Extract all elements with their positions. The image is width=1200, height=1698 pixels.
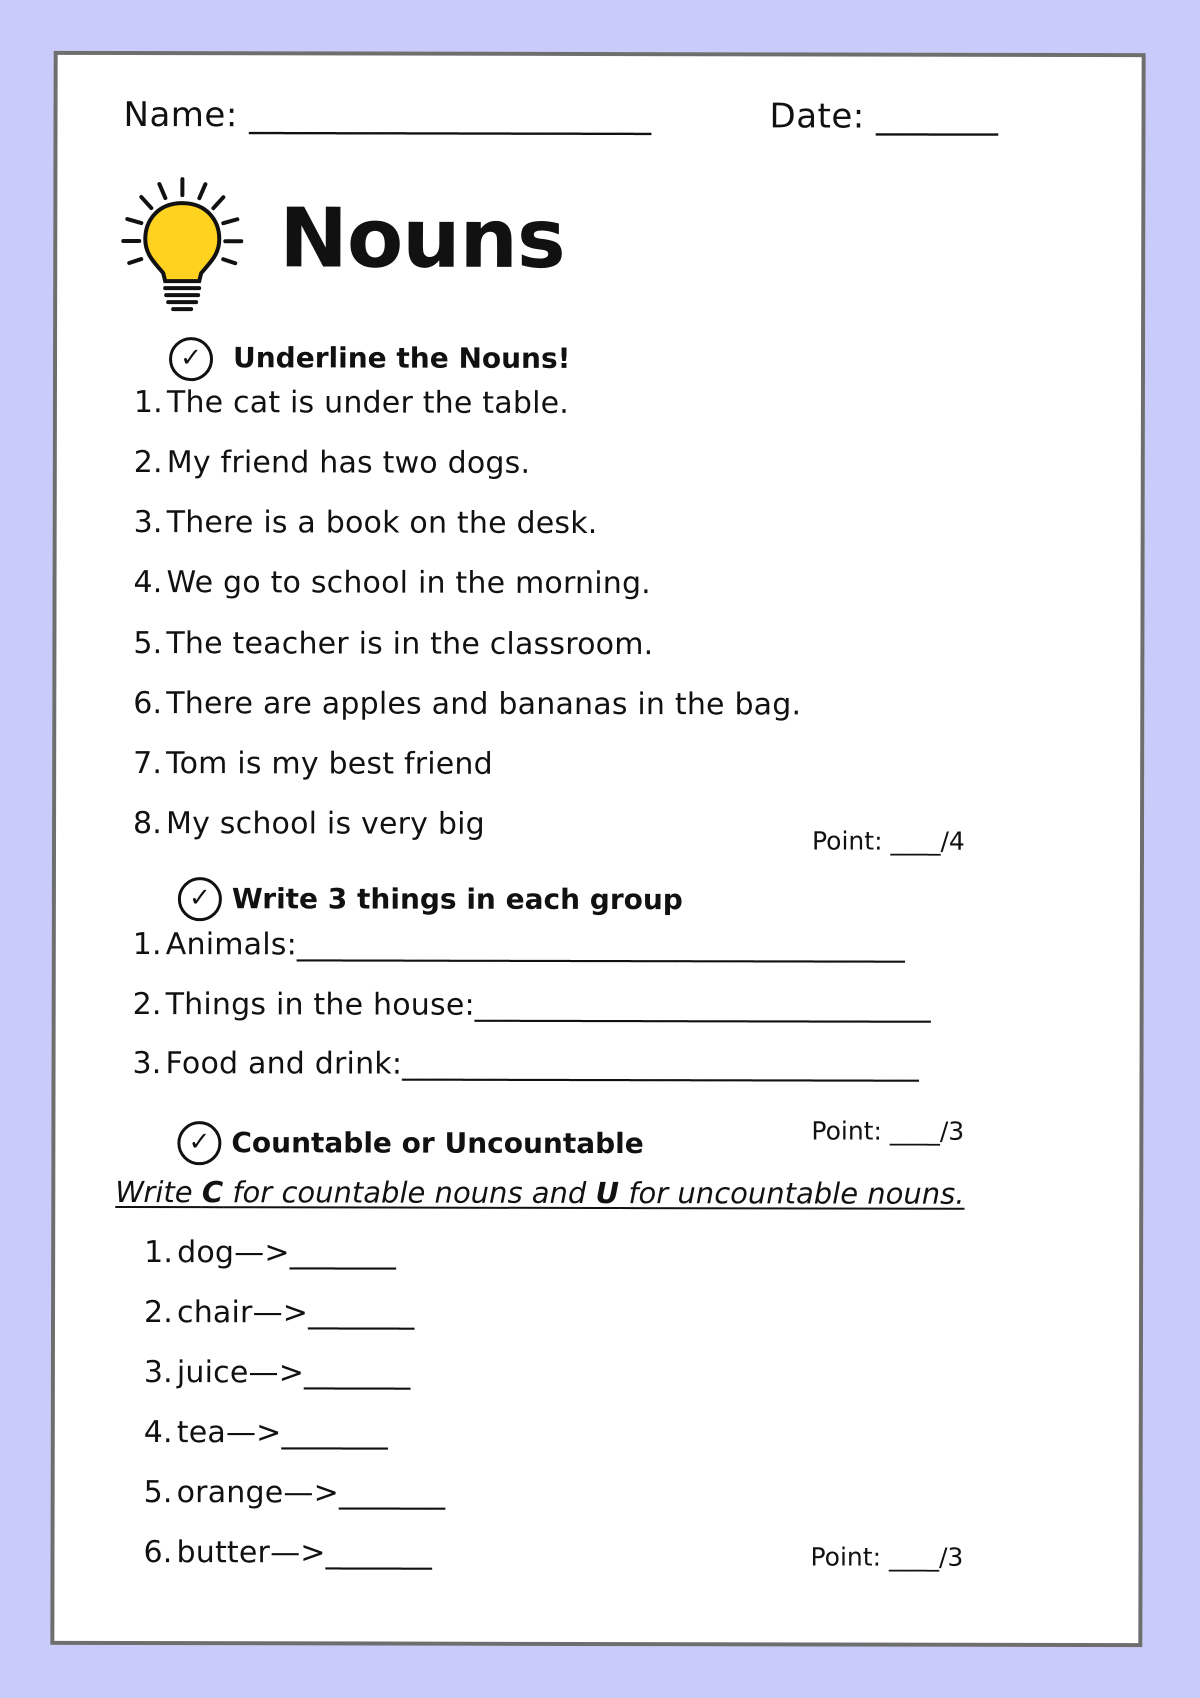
list-item: 6. There are apples and bananas in the bag.: [133, 686, 802, 723]
section1-points: Point: ____/4: [811, 826, 965, 856]
section1-heading: Underline the Nouns!: [232, 341, 571, 375]
lightbulb-icon: [117, 175, 247, 315]
list-item: 3. Food and drink:__________________________________: [132, 1046, 920, 1083]
list-item: 5. The teacher is in the classroom.: [133, 626, 654, 663]
list-item: 6. butter—>_______: [143, 1535, 433, 1571]
section3-points: Point: ____/3: [810, 1542, 964, 1572]
list-item: 5. orange—>_______: [143, 1475, 446, 1511]
date-field-label: Date: _______: [769, 96, 999, 137]
name-field-label: Name: _______________________: [123, 95, 652, 137]
page-title: Nouns: [279, 191, 565, 287]
section2-points: Point: ____/3: [811, 1116, 965, 1146]
list-item: 2. chair—>_______: [143, 1295, 415, 1331]
list-item: 7. Tom is my best friend: [133, 746, 493, 782]
list-item: 2. Things in the house:______________________________: [132, 987, 931, 1024]
list-item: 1. The cat is under the table.: [133, 385, 570, 421]
list-item: 3. There is a book on the desk.: [133, 505, 598, 541]
checkmark-circle-icon: ✓: [177, 1121, 221, 1165]
list-item: 3. juice—>_______: [143, 1355, 411, 1391]
list-item: 8. My school is very big: [132, 806, 485, 842]
section3-instruction: Write C for countable nouns and U for uncountable nouns.: [115, 1174, 965, 1211]
list-item: 4. We go to school in the morning.: [133, 565, 651, 602]
section3-heading: Countable or Uncountable: [231, 1126, 644, 1161]
worksheet-page: [50, 51, 1145, 1647]
section2-heading: Write 3 things in each group: [231, 882, 683, 917]
list-item: 1. dog—>_______: [144, 1235, 397, 1271]
list-item: 4. tea—>_______: [143, 1415, 388, 1451]
list-item: 2. My friend has two dogs.: [133, 445, 531, 481]
checkmark-circle-icon: ✓: [178, 877, 222, 921]
list-item: 1. Animals:________________________________________: [132, 927, 905, 964]
checkmark-circle-icon: ✓: [169, 337, 213, 381]
